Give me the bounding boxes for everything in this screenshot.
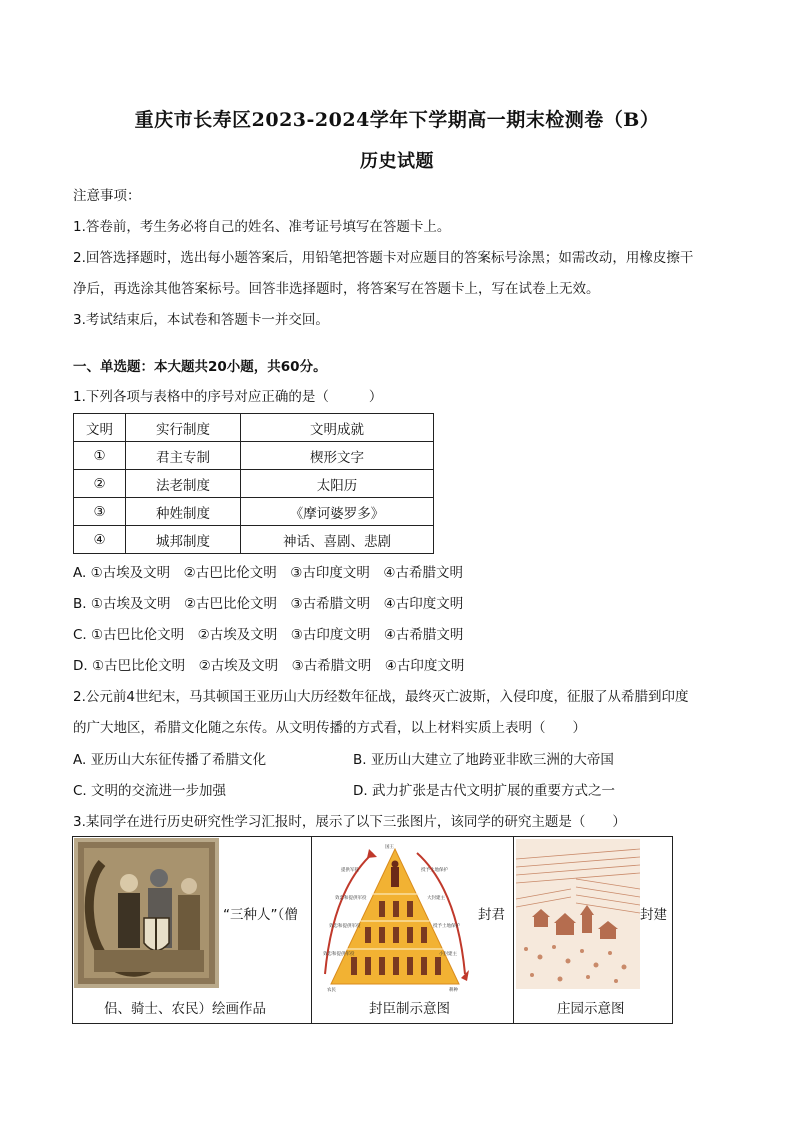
q3-stem: 3.某同学在进行历史研究性学习汇报时，展示了以下三张图片，该同学的研究主题是（ ） xyxy=(73,814,626,830)
pyramid-label-left: 效忠和提供军役 xyxy=(335,896,367,901)
q1-table xyxy=(73,413,434,554)
table-header-row xyxy=(74,414,434,442)
table-cell: 法老制度 xyxy=(126,470,241,498)
table-cell: 君主专制 xyxy=(126,442,241,470)
notice-item-3: 3.考试结束后，本试卷和答题卡一并交回。 xyxy=(73,312,329,328)
table-cell: 城邦制度 xyxy=(126,526,241,554)
q2-stem-line-2: 的广大地区，希腊文化随之东传。从文明传播的方式看，以上材料实质上表明（ ） xyxy=(73,720,586,736)
cell2-caption: 封臣制示意图 xyxy=(369,1001,450,1017)
pyramid-label-right: 授予土地保护 xyxy=(433,924,460,929)
notice-item-1: 1.答卷前，考生务必将自己的姓名、准考证号填写在答题卡上。 xyxy=(73,219,451,235)
table-cell: ④ xyxy=(74,526,126,554)
three-estates-painting-image xyxy=(74,838,219,988)
notice-item-2-cont: 净后，再选涂其他答案标号。回答非选择题时，将答案写在答题卡上，写在试卷上无效。 xyxy=(73,281,600,297)
exam-title: 重庆市长寿区2023-2024学年下学期高一期末检测卷（B） xyxy=(134,109,660,131)
q1-option-d: D. ①古巴比伦文明 ②古埃及文明 ③古希腊文明 ④古印度文明 xyxy=(73,658,465,674)
pyramid-label-left: 效忠和提供军役 xyxy=(323,952,355,957)
cell1-side-text: “三种人”（僧 xyxy=(223,907,298,923)
table-cell: ③ xyxy=(74,498,126,526)
q1-stem-text: 1.下列各项与表格中的序号对应正确的是（ xyxy=(73,389,329,405)
cell3-side-text: 封建 xyxy=(640,907,667,923)
feudal-pyramid-diagram xyxy=(313,839,478,994)
pyramid-label-left: 提供军役 xyxy=(341,868,359,873)
table-header-cell: 文明成就 xyxy=(241,414,434,442)
table-row xyxy=(74,470,434,498)
q2-option-a: A. 亚历山大东征传播了希腊文化 xyxy=(73,752,267,768)
q1-stem xyxy=(73,387,382,407)
table-cell: 种姓制度 xyxy=(126,498,241,526)
q1-option-c: C. ①古巴比伦文明 ②古埃及文明 ③古印度文明 ④古希腊文明 xyxy=(73,627,464,643)
pyramid-label-right: 大封建主 xyxy=(427,896,445,901)
notice-heading: 注意事项： xyxy=(73,188,141,204)
cell-divider xyxy=(513,837,514,1023)
pyramid-label-left: 效忠和提供军役 xyxy=(329,924,361,929)
table-header-cell: 文明 xyxy=(74,414,126,442)
cell2-side-text: 封君 xyxy=(478,907,505,923)
pyramid-label-top: 国王 xyxy=(385,845,394,850)
table-cell: 楔形文字 xyxy=(241,442,434,470)
q2-stem-line-1: 2.公元前4世纪末，马其顿国王亚历山大历经数年征战，最终灭亡波斯，入侵印度，征服了从希腊到印度 xyxy=(73,689,689,705)
section-heading: 一、单选题：本大题共20小题，共60分。 xyxy=(73,359,327,375)
q1-option-b: B. ①古埃及文明 ②古巴比伦文明 ③古希腊文明 ④古印度文明 xyxy=(73,596,464,612)
table-cell: 太阳历 xyxy=(241,470,434,498)
q3-image-table xyxy=(72,836,673,1024)
table-cell: 《摩诃婆罗多》 xyxy=(241,498,434,526)
q2-option-c: C. 文明的交流进一步加强 xyxy=(73,783,227,799)
notice-item-2: 2.回答选择题时，选出每小题答案后，用铅笔把答题卡对应题目的答案标号涂黑；如需改动，用橡皮擦干 xyxy=(73,250,694,266)
pyramid-label-bottom-left: 农民 xyxy=(327,988,336,993)
cell3-caption: 庄园示意图 xyxy=(557,1001,625,1017)
cell1-caption: 侣、骑士、农民）绘画作品 xyxy=(104,1001,266,1017)
pyramid-label-right: 小封建主 xyxy=(439,952,457,957)
manor-sketch-image xyxy=(516,839,640,989)
table-cell: ② xyxy=(74,470,126,498)
pyramid-label-bottom-right: 耕种 xyxy=(449,988,458,993)
q2-option-d: D. 武力扩张是古代文明扩展的重要方式之一 xyxy=(353,783,615,799)
q1-option-a: A. ①古埃及文明 ②古巴比伦文明 ③古印度文明 ④古希腊文明 xyxy=(73,565,463,581)
q2-option-b: B. 亚历山大建立了地跨亚非欧三洲的大帝国 xyxy=(353,752,614,768)
q1-stem-close: ） xyxy=(368,389,383,405)
cell-divider xyxy=(311,837,312,1023)
table-row xyxy=(74,442,434,470)
table-row xyxy=(74,526,434,554)
table-cell: ① xyxy=(74,442,126,470)
exam-subtitle: 历史试题 xyxy=(360,151,434,172)
table-header-cell: 实行制度 xyxy=(126,414,241,442)
table-cell: 神话、喜剧、悲剧 xyxy=(241,526,434,554)
table-row xyxy=(74,498,434,526)
pyramid-label-right: 授予土地保护 xyxy=(421,868,448,873)
